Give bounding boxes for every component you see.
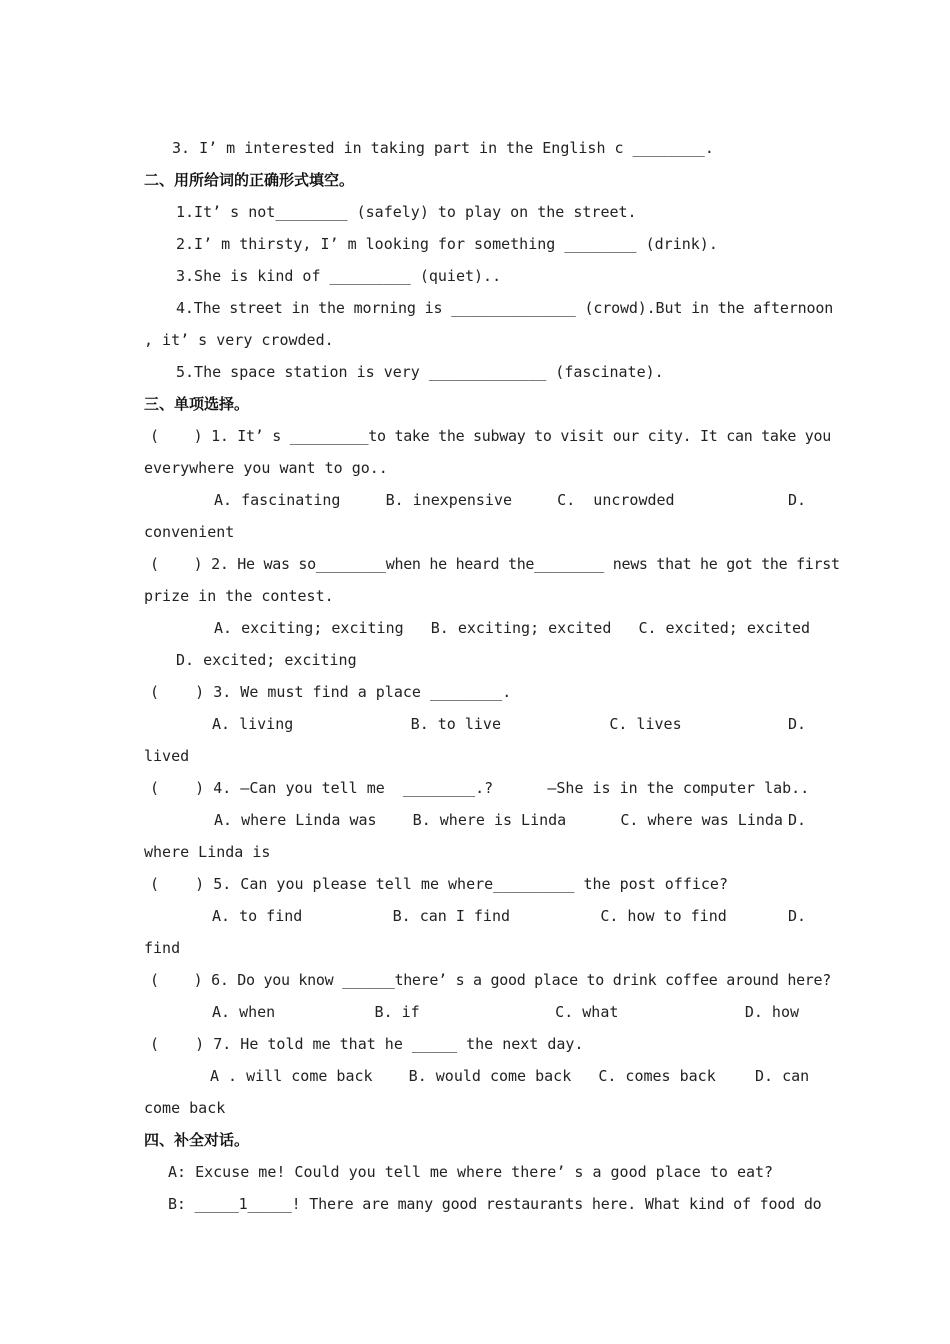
choice-question-7-option-d: come back xyxy=(144,1099,226,1117)
section-heading-multiple-choice: 三、单项选择。 xyxy=(144,395,250,413)
choice-question-5-options: A. to find B. can I find C. how to find xyxy=(212,907,727,925)
choice-question-3-option-d: lived xyxy=(144,747,190,765)
choice-question-4: ( ) 4. —Can you tell me ________.? —She is in the computer lab.. xyxy=(150,779,810,797)
choice-question-5: ( ) 5. Can you please tell me where_________ the post office? xyxy=(150,875,728,893)
section-heading-dialogue: 四、补全对话。 xyxy=(144,1131,250,1149)
fill-in-question-2: 2.I’ m thirsty, I’ m looking for something ________ (drink). xyxy=(176,235,718,253)
choice-question-7: ( ) 7. He told me that he _____ the next day. xyxy=(150,1035,584,1053)
choice-question-2-continued: prize in the contest. xyxy=(144,587,334,605)
section-heading-fill-in: 二、用所给词的正确形式填空。 xyxy=(144,171,355,189)
choice-question-3-option-d-label: D. xyxy=(788,715,807,733)
choice-question-3: ( ) 3. We must find a place ________. xyxy=(150,683,512,701)
choice-question-4-option-d: where Linda is xyxy=(144,843,271,861)
fill-in-question-5: 5.The space station is very _____________ (fascinate). xyxy=(176,363,664,381)
dialogue-line-a: A: Excuse me! Could you tell me where there’ s a good place to eat? xyxy=(168,1163,774,1181)
choice-question-7-option-d-label: D. can xyxy=(755,1067,810,1085)
choice-question-4-options: A. where Linda was B. where is Linda C. where was Linda xyxy=(214,811,783,829)
choice-question-1-option-d: convenient xyxy=(144,523,235,541)
choice-question-1-continued: everywhere you want to go.. xyxy=(144,459,388,477)
section1-question-3: 3. I’ m interested in taking part in the English c ________. xyxy=(172,139,714,157)
choice-question-5-option-d-label: D. xyxy=(788,907,807,925)
choice-question-4-option-d-label: D. xyxy=(788,811,807,829)
fill-in-question-4: 4.The street in the morning is ______________ (crowd).But in the afternoon xyxy=(176,299,834,317)
choice-question-1-options: A. fascinating B. inexpensive C. uncrowded xyxy=(214,491,675,509)
choice-question-7-options: A . will come back B. would come back C. comes back xyxy=(210,1067,716,1085)
choice-question-6-options: A. when B. if C. what D. how xyxy=(212,1003,799,1021)
fill-in-question-1: 1.It’ s not________ (safely) to play on the street. xyxy=(176,203,637,221)
fill-in-question-4-continued: , it’ s very crowded. xyxy=(144,331,334,349)
dialogue-line-b: B: _____1_____! There are many good restaurants here. What kind of food do xyxy=(168,1195,822,1213)
choice-question-2-option-d: D. excited; exciting xyxy=(176,651,357,669)
choice-question-6: ( ) 6. Do you know ______there’ s a good place to drink coffee around here? xyxy=(150,971,832,989)
choice-question-2-options: A. exciting; exciting B. exciting; excited C. excited; excited xyxy=(214,619,811,637)
choice-question-5-option-d: find xyxy=(144,939,181,957)
choice-question-3-options: A. living B. to live C. lives xyxy=(212,715,682,733)
choice-question-1: ( ) 1. It’ s _________to take the subway to visit our city. It can take you xyxy=(150,427,832,445)
choice-question-2: ( ) 2. He was so________when he heard the________ news that he got the first xyxy=(150,555,840,573)
fill-in-question-3: 3.She is kind of _________ (quiet).. xyxy=(176,267,502,285)
choice-question-1-option-d-label: D. xyxy=(788,491,807,509)
